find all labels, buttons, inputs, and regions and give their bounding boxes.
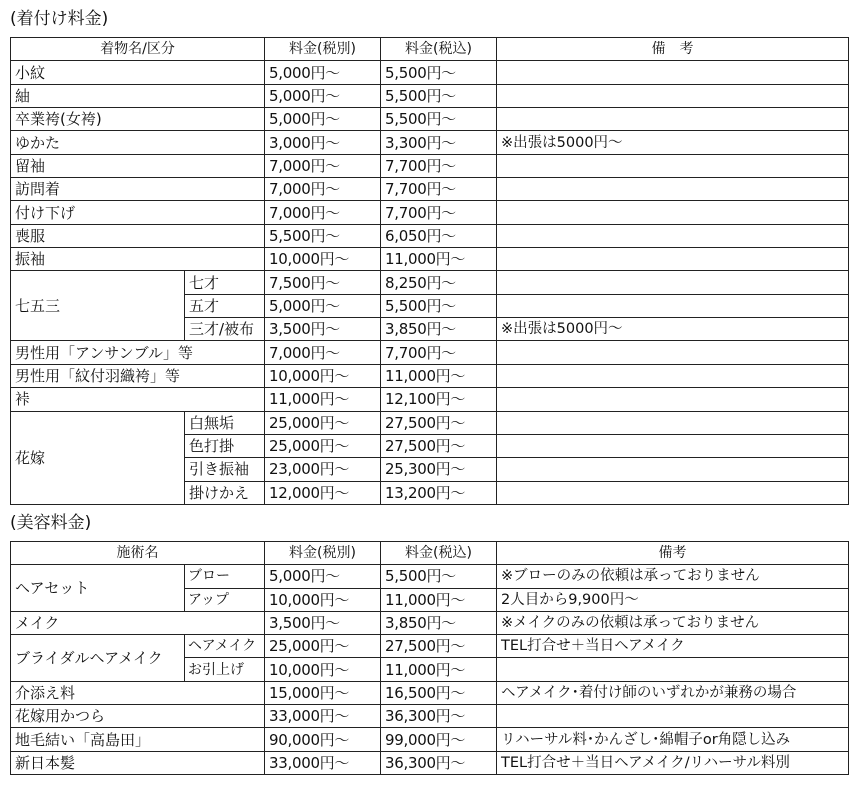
- note: [497, 705, 849, 728]
- price-incl: 11,000円～: [381, 364, 497, 387]
- price-incl: 36,300円～: [381, 705, 497, 728]
- price-incl: 27,500円～: [381, 434, 497, 457]
- sub-item-name: 白無垢: [185, 411, 265, 434]
- item-name: 介添え料: [11, 681, 265, 704]
- price-incl: 3,850円～: [381, 611, 497, 634]
- sub-item-name: 掛けかえ: [185, 481, 265, 504]
- sub-item-name: 五才: [185, 294, 265, 317]
- price-incl: 36,300円～: [381, 751, 497, 774]
- price-incl: 8,250円～: [381, 271, 497, 294]
- table-row: [11, 611, 849, 634]
- price-incl: 11,000円～: [381, 248, 497, 271]
- table-row: [11, 178, 849, 201]
- price-excl: 23,000円～: [265, 458, 381, 481]
- price-incl: 7,700円～: [381, 201, 497, 224]
- price-incl: 3,850円～: [381, 318, 497, 341]
- item-name: メイク: [11, 611, 265, 634]
- table-header-row: [11, 38, 849, 61]
- note: [497, 434, 849, 457]
- item-name: 男性用「紋付羽織袴」等: [11, 364, 265, 387]
- table-row: [11, 681, 849, 704]
- table-row: [11, 201, 849, 224]
- note: ※メイクのみの依頼は承っておりません: [497, 611, 849, 634]
- header-note: 備 考: [497, 38, 849, 61]
- note: [497, 341, 849, 364]
- table-row: [11, 84, 849, 107]
- price-excl: 33,000円～: [265, 705, 381, 728]
- price-incl: 11,000円～: [381, 658, 497, 681]
- table-row: [11, 364, 849, 387]
- price-incl: 5,500円～: [381, 108, 497, 131]
- note: [497, 388, 849, 411]
- group-name-shichigosan: 七五三: [11, 271, 185, 341]
- price-excl: 5,500円～: [265, 224, 381, 247]
- group-name-hanayome: 花嫁: [11, 411, 185, 504]
- price-excl: 5,000円～: [265, 84, 381, 107]
- table-row: [11, 705, 849, 728]
- table-header-row: [11, 542, 849, 565]
- header-price-incl: 料金(税込): [381, 38, 497, 61]
- item-name: 小紋: [11, 61, 265, 84]
- note: TEL打合せ＋当日ヘアメイク: [497, 635, 849, 658]
- table-row: [11, 224, 849, 247]
- table-row: [11, 271, 849, 294]
- table-row: [11, 61, 849, 84]
- price-excl: 11,000円～: [265, 388, 381, 411]
- price-incl: 3,300円～: [381, 131, 497, 154]
- group-name-hairset: ヘアセット: [11, 565, 185, 612]
- price-excl: 90,000円～: [265, 728, 381, 751]
- sub-item-name: 三才/被布: [185, 318, 265, 341]
- biyou-section-title: (美容料金): [10, 513, 92, 533]
- table-row: [11, 388, 849, 411]
- price-excl: 3,000円～: [265, 131, 381, 154]
- price-incl: 99,000円～: [381, 728, 497, 751]
- price-excl: 3,500円～: [265, 318, 381, 341]
- item-name: ゆかた: [11, 131, 265, 154]
- price-excl: 33,000円～: [265, 751, 381, 774]
- item-name: 訪問着: [11, 178, 265, 201]
- table-row: [11, 411, 849, 434]
- note: ※ブローのみの依頼は承っておりません: [497, 565, 849, 588]
- price-excl: 7,000円～: [265, 154, 381, 177]
- item-name: 喪服: [11, 224, 265, 247]
- biyou-price-table: [10, 541, 849, 775]
- header-note: 備考: [497, 542, 849, 565]
- price-excl: 10,000円～: [265, 658, 381, 681]
- price-incl: 25,300円～: [381, 458, 497, 481]
- price-excl: 25,000円～: [265, 635, 381, 658]
- kitsuke-price-table: [10, 37, 849, 505]
- header-price-excl: 料金(税別): [265, 38, 381, 61]
- price-excl: 10,000円～: [265, 248, 381, 271]
- price-excl: 12,000円～: [265, 481, 381, 504]
- price-excl: 25,000円～: [265, 411, 381, 434]
- price-excl: 5,000円～: [265, 294, 381, 317]
- note: ヘアメイク･着付け師のいずれかが兼務の場合: [497, 681, 849, 704]
- sub-item-name: お引上げ: [185, 658, 265, 681]
- note: [497, 411, 849, 434]
- item-name: 男性用「アンサンブル」等: [11, 341, 265, 364]
- table-row: [11, 108, 849, 131]
- note: [497, 201, 849, 224]
- note: [497, 364, 849, 387]
- sub-item-name: ヘアメイク: [185, 635, 265, 658]
- sub-item-name: 引き振袖: [185, 458, 265, 481]
- sub-item-name: アップ: [185, 588, 265, 611]
- price-incl: 5,500円～: [381, 294, 497, 317]
- price-excl: 15,000円～: [265, 681, 381, 704]
- price-incl: 27,500円～: [381, 635, 497, 658]
- price-excl: 5,000円～: [265, 61, 381, 84]
- price-excl: 7,000円～: [265, 201, 381, 224]
- note: ※出張は5000円～: [497, 131, 849, 154]
- price-incl: 11,000円～: [381, 588, 497, 611]
- table-row: [11, 565, 849, 588]
- note: [497, 61, 849, 84]
- price-excl: 7,000円～: [265, 178, 381, 201]
- note: [497, 458, 849, 481]
- price-incl: 5,500円～: [381, 61, 497, 84]
- price-incl: 5,500円～: [381, 84, 497, 107]
- group-name-bridal: ブライダルヘアメイク: [11, 635, 185, 682]
- item-name: 新日本髪: [11, 751, 265, 774]
- price-excl: 7,500円～: [265, 271, 381, 294]
- item-name: 留袖: [11, 154, 265, 177]
- price-incl: 5,500円～: [381, 565, 497, 588]
- note: TEL打合せ＋当日ヘアメイク/リハーサル料別: [497, 751, 849, 774]
- price-excl: 5,000円～: [265, 108, 381, 131]
- table-row: [11, 154, 849, 177]
- note: [497, 108, 849, 131]
- price-incl: 6,050円～: [381, 224, 497, 247]
- sub-item-name: ブロー: [185, 565, 265, 588]
- sub-item-name: 色打掛: [185, 434, 265, 457]
- price-incl: 13,200円～: [381, 481, 497, 504]
- price-incl: 27,500円～: [381, 411, 497, 434]
- price-excl: 10,000円～: [265, 364, 381, 387]
- table-row: [11, 751, 849, 774]
- table-row: [11, 131, 849, 154]
- table-row: [11, 341, 849, 364]
- table-row: [11, 248, 849, 271]
- note: [497, 481, 849, 504]
- item-name: 花嫁用かつら: [11, 705, 265, 728]
- item-name: 振袖: [11, 248, 265, 271]
- header-price-incl: 料金(税込): [381, 542, 497, 565]
- kitsuke-section-title: (着付け料金): [10, 9, 109, 29]
- price-incl: 7,700円～: [381, 154, 497, 177]
- price-incl: 7,700円～: [381, 341, 497, 364]
- note: [497, 178, 849, 201]
- note: [497, 224, 849, 247]
- note: 2人目から9,900円～: [497, 588, 849, 611]
- price-excl: 5,000円～: [265, 565, 381, 588]
- header-item: 着物名/区分: [11, 38, 265, 61]
- note: ※出張は5000円～: [497, 318, 849, 341]
- note: [497, 154, 849, 177]
- note: リハーサル料･かんざし･綿帽子or角隠し込み: [497, 728, 849, 751]
- price-excl: 10,000円～: [265, 588, 381, 611]
- price-excl: 25,000円～: [265, 434, 381, 457]
- item-name: 卒業袴(女袴): [11, 108, 265, 131]
- header-item: 施術名: [11, 542, 265, 565]
- item-name: 紬: [11, 84, 265, 107]
- header-price-excl: 料金(税別): [265, 542, 381, 565]
- note: [497, 658, 849, 681]
- note: [497, 84, 849, 107]
- price-excl: 7,000円～: [265, 341, 381, 364]
- price-incl: 7,700円～: [381, 178, 497, 201]
- note: [497, 271, 849, 294]
- note: [497, 294, 849, 317]
- price-excl: 3,500円～: [265, 611, 381, 634]
- price-incl: 16,500円～: [381, 681, 497, 704]
- table-row: [11, 635, 849, 658]
- item-name: 付け下げ: [11, 201, 265, 224]
- item-name: 地毛結い「高島田」: [11, 728, 265, 751]
- table-row: [11, 728, 849, 751]
- note: [497, 248, 849, 271]
- sub-item-name: 七才: [185, 271, 265, 294]
- price-incl: 12,100円～: [381, 388, 497, 411]
- item-name: 裃: [11, 388, 265, 411]
